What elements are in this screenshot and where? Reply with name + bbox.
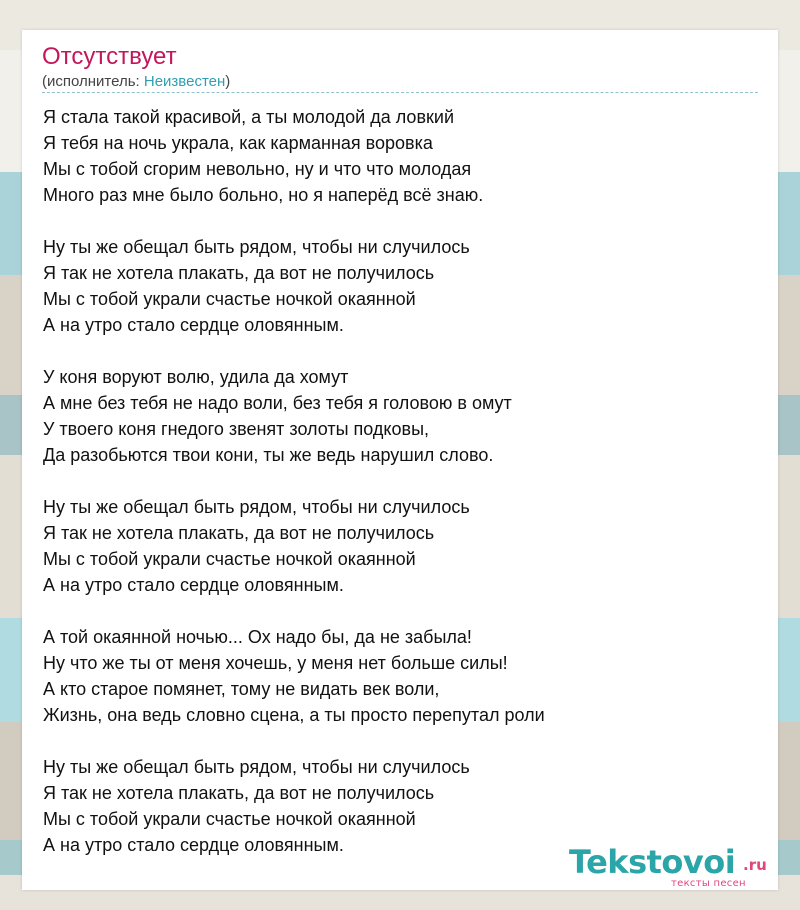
artist-link[interactable]: Неизвестен xyxy=(143,73,226,90)
lyric-line: Ну ты же обещал быть рядом, чтобы ни случилось xyxy=(43,757,470,777)
artist-prefix: (исполнитель: xyxy=(42,73,144,90)
artist-line xyxy=(42,73,230,91)
lyric-line: Я тебя на ночь украла, как карманная воровка xyxy=(43,133,433,153)
song-title: Отсутствует xyxy=(42,43,177,70)
stanza xyxy=(43,234,763,338)
lyric-line: Я так не хотела плакать, да вот не получилось xyxy=(43,263,435,283)
lyric-line: Ну ты же обещал быть рядом, чтобы ни случилось xyxy=(43,237,470,257)
stanza xyxy=(43,494,763,598)
lyric-line: А мне без тебя не надо воли, без тебя я головою в омут xyxy=(43,393,512,413)
title-divider xyxy=(42,92,758,93)
stanza xyxy=(43,364,763,468)
stanza xyxy=(43,104,763,208)
lyric-line: Я стала такой красивой, а ты молодой да ловкий xyxy=(43,107,454,127)
lyric-line: А кто старое помянет, тому не видать век воли, xyxy=(43,679,440,699)
lyric-line: Мы с тобой украли счастье ночкой окаянной xyxy=(43,289,416,309)
lyric-line: Мы с тобой сгорим невольно, ну и что что молодая xyxy=(43,159,472,179)
lyric-line: А на утро стало сердце оловянным. xyxy=(43,575,344,595)
lyric-line: А на утро стало сердце оловянным. xyxy=(43,315,344,335)
lyric-line: А той окаянной ночью... Ох надо бы, да не забыла! xyxy=(43,627,472,647)
lyric-line: Мы с тобой украли счастье ночкой окаянной xyxy=(43,809,416,829)
lyric-line: А на утро стало сердце оловянным. xyxy=(43,835,344,855)
lyric-line: Жизнь, она ведь словно сцена, а ты просто перепутал роли xyxy=(43,705,545,725)
lyrics-text xyxy=(43,104,763,884)
lyric-line: Я так не хотела плакать, да вот не получилось xyxy=(43,783,435,803)
lyric-line: Мы с тобой украли счастье ночкой окаянной xyxy=(43,549,416,569)
lyric-line: У коня воруют волю, удила да хомут xyxy=(43,367,349,387)
lyric-line: У твоего коня гнедого звенят золоты подковы, xyxy=(43,419,430,439)
artist-suffix: ) xyxy=(225,73,231,90)
lyrics-card xyxy=(22,30,778,890)
lyric-line: Я так не хотела плакать, да вот не получилось xyxy=(43,523,435,543)
logo-subtitle: тексты песен xyxy=(671,878,746,889)
lyric-line: Ну что же ты от меня хочешь, у меня нет больше силы! xyxy=(43,653,508,673)
lyric-line: Ну ты же обещал быть рядом, чтобы ни случилось xyxy=(43,497,470,517)
tekstovoi-logo[interactable] xyxy=(569,842,779,890)
lyric-line: Много раз мне было больно, но я наперёд всё знаю. xyxy=(43,185,484,205)
logo-tld: .ru xyxy=(743,856,767,874)
lyric-line: Да разобьются твои кони, ты же ведь нарушил слово. xyxy=(43,445,494,465)
logo-wordmark: Tekstovoi xyxy=(569,843,736,881)
stanza xyxy=(43,624,763,728)
